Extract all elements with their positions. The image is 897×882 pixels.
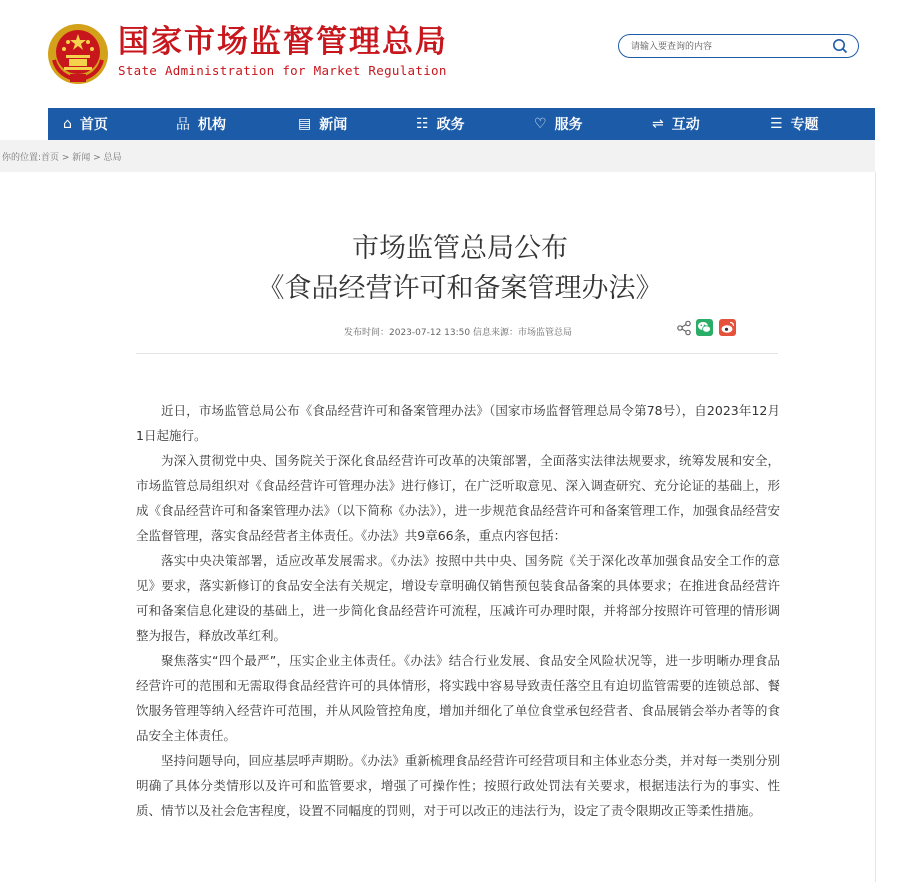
article-paragraph: 聚焦落实“四个最严”，压实企业主体责任。《办法》结合行业发展、食品安全风险状况等，进一步明晰办理食品经营许可的范围和无需取得食品经营许可的具体情形，将实践中容易导致责任落空且有迫切监管需要的连锁总部、餐饮服务管理等纳入经营许可范围，并从风险管控角度，增加并细化了单位食堂承包经营者、食品展销会举办者等的食品安全主体责任。 bbox=[136, 653, 780, 743]
search-input[interactable] bbox=[629, 38, 823, 56]
site-header bbox=[0, 0, 897, 108]
nav-item-org[interactable] bbox=[176, 108, 226, 140]
page-title-line1: 市场监管总局公布 bbox=[352, 233, 568, 264]
share-icon[interactable] bbox=[676, 320, 692, 336]
article-meta: 发布时间：2023-07-12 13:50 信息来源：市场监管总局 bbox=[344, 328, 572, 338]
topic-icon: ☰ bbox=[770, 116, 783, 132]
home-icon: ⌂ bbox=[63, 116, 72, 132]
weibo-icon[interactable] bbox=[719, 319, 736, 336]
article-paragraph: 坚持问题导向，回应基层呼声期盼。《办法》重新梳理食品经营许可经营项目和主体业态分类，并对每一类别分别明确了具体分类情形以及许可和监管要求，增强了可操作性；按照行政处罚法有关要求，根据违法行为的事实、性质、情节以及社会危害程度，设置不同幅度的罚则，对于可以改正的违法行为，设定了责令限期改正等柔性措施。 bbox=[136, 753, 780, 818]
gov-icon: ☷ bbox=[416, 116, 429, 132]
main-nav bbox=[48, 108, 875, 140]
breadcrumb[interactable]: 你的位置:首页 > 新闻 > 总局 bbox=[2, 153, 122, 163]
nav-label: 首页 bbox=[79, 117, 108, 133]
nav-item-interact[interactable] bbox=[652, 108, 700, 140]
site-title-en: State Administration for Market Regulation bbox=[118, 63, 447, 78]
article-paragraph: 近日，市场监管总局公布《食品经营许可和备案管理办法》（国家市场监督管理总局令第78号），自2023年12月1日起施行。 bbox=[136, 403, 780, 443]
nav-item-home[interactable] bbox=[63, 108, 108, 140]
nav-label: 专题 bbox=[790, 117, 819, 133]
nav-label: 政务 bbox=[436, 117, 465, 133]
article-paragraph: 为深入贯彻党中央、国务院关于深化食品经营许可改革的决策部署，全面落实法律法规要求，统筹发展和安全，市场监管总局组织对《食品经营许可管理办法》进行修订，在广泛听取意见、深入调查研究、充分论证的基础上，形成《食品经营许可和备案管理办法》（以下简称《办法》），进一步规范食品经营许可和备案管理工作，加强食品经营安全监督管理，落实食品经营者主体责任。《办法》共9章66条，重点内容包括： bbox=[136, 453, 780, 543]
nav-label: 服务 bbox=[554, 117, 583, 133]
service-icon: ♡ bbox=[534, 116, 547, 132]
news-icon: ▤ bbox=[298, 116, 312, 132]
article-body bbox=[136, 398, 780, 823]
nav-item-topic[interactable] bbox=[770, 108, 819, 140]
nav-label: 互动 bbox=[671, 117, 700, 133]
wechat-icon[interactable] bbox=[696, 319, 713, 336]
nav-label: 新闻 bbox=[319, 117, 348, 133]
page-title-line2: 《食品经营许可和备案管理办法》 bbox=[257, 273, 663, 304]
title-divider bbox=[136, 353, 778, 354]
article-paragraph: 落实中央决策部署，适应改革发展需求。《办法》按照中共中央、国务院《关于深化改革加强食品安全工作的意见》要求，落实新修订的食品安全法有关规定，增设专章明确仅销售预包装食品备案的具体要求；在推进食品经营许可和备案信息化建设的基础上，进一步简化食品经营许可流程，压减许可办理时限，并将部分按照许可管理的情形调整为报告，释放改革红利。 bbox=[136, 553, 780, 643]
nav-item-service[interactable] bbox=[534, 108, 583, 140]
nav-label: 机构 bbox=[198, 117, 226, 133]
nav-item-news[interactable] bbox=[298, 108, 347, 140]
search-icon[interactable] bbox=[832, 38, 848, 54]
org-icon: 品 bbox=[176, 117, 190, 133]
national-emblem-icon[interactable] bbox=[46, 22, 110, 86]
site-title-cn[interactable]: 国家市场监督管理总局 bbox=[118, 24, 448, 60]
interact-icon: ⇌ bbox=[652, 116, 664, 132]
nav-item-gov[interactable] bbox=[416, 108, 465, 140]
search-box bbox=[618, 34, 859, 58]
breadcrumb-bar bbox=[0, 140, 875, 172]
